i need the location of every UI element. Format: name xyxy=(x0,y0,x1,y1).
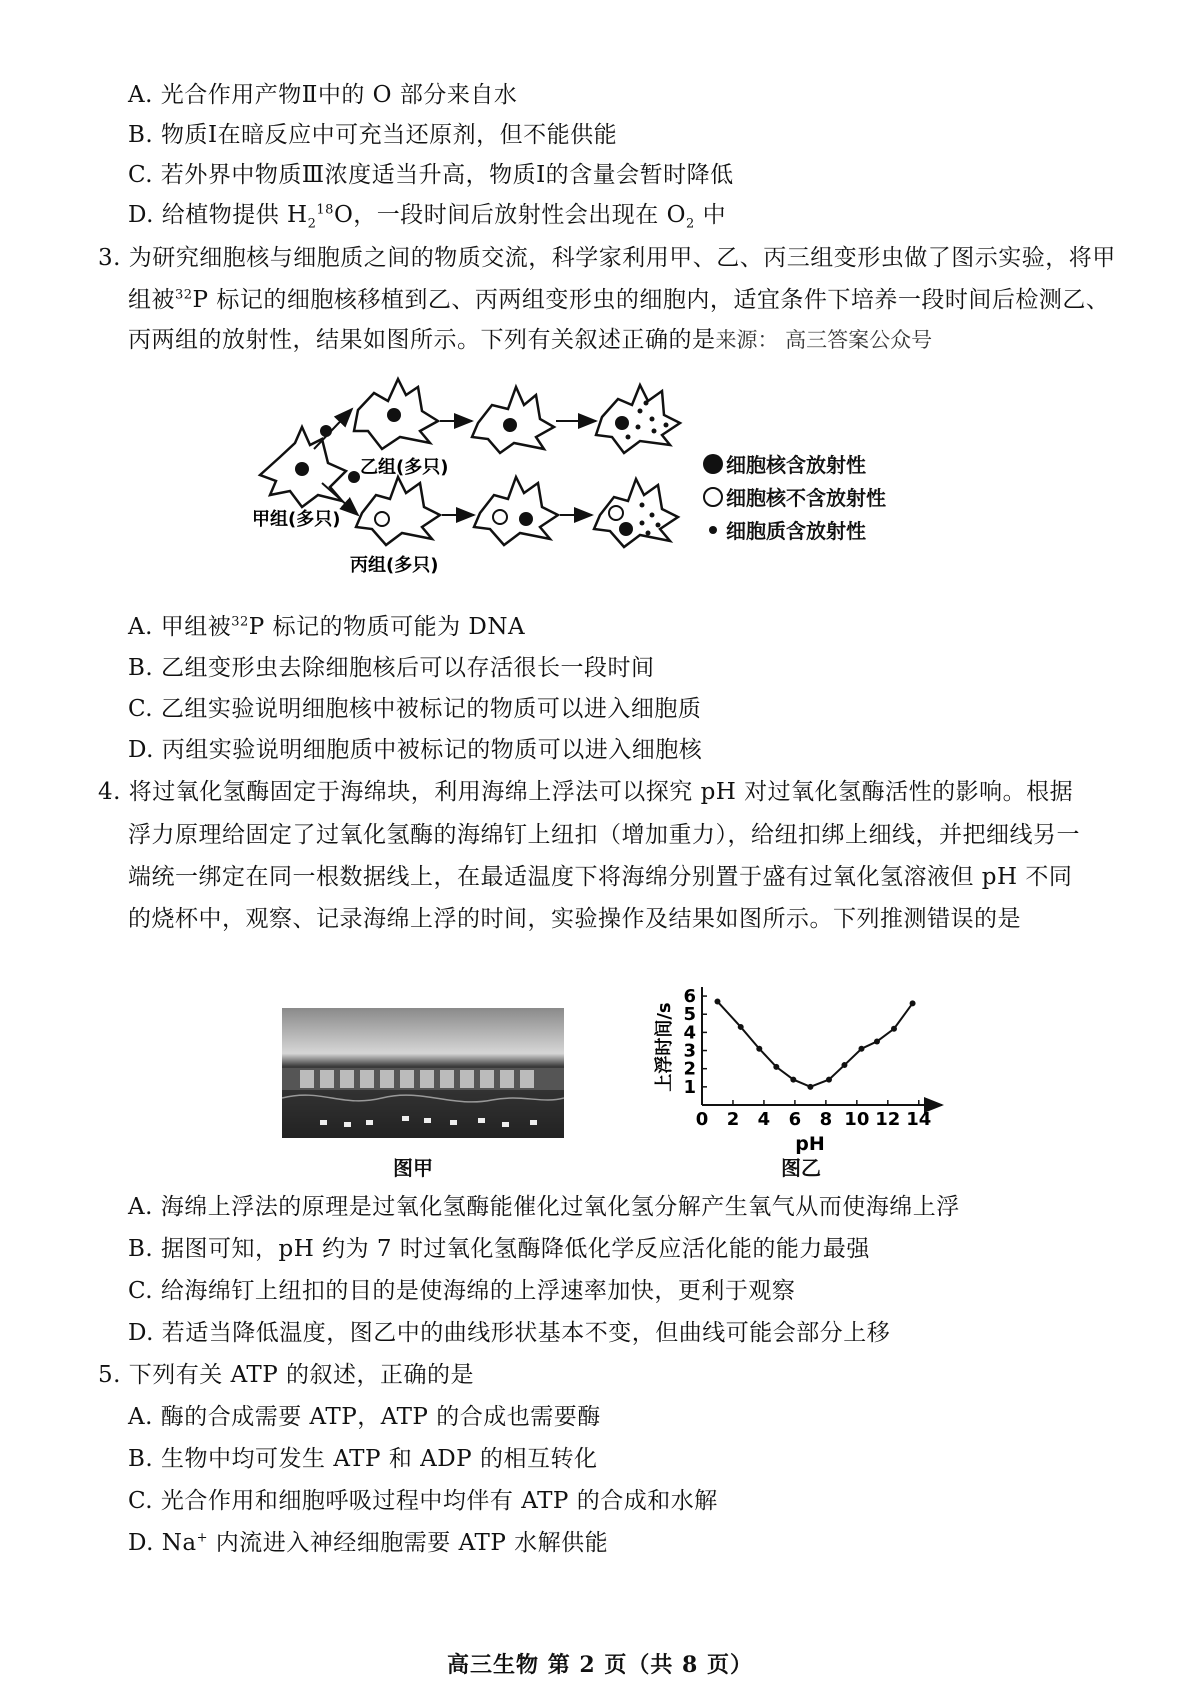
ph-chart-svg xyxy=(650,985,970,1175)
q3-option-a-sup: 32 xyxy=(231,614,249,630)
q4-stem-line3: 端统一绑定在同一根数据线上，在最适温度下将海绵分别置于盛有过氧化氢溶液但 pH 不同 xyxy=(128,864,1073,890)
data-point xyxy=(807,1084,813,1090)
y-tick-label: 3 xyxy=(683,1040,696,1062)
legend-row-3 xyxy=(702,515,866,544)
x-tick-label: 2 xyxy=(726,1109,740,1130)
x-tick-label: 10 xyxy=(844,1109,870,1130)
q3-stem-line2 xyxy=(128,285,1109,315)
q3-option-a-post: P 标记的物质可能为 DNA xyxy=(248,614,526,640)
data-point xyxy=(714,999,720,1005)
q3-option-c: C. 乙组实验说明细胞核中被标记的物质可以进入细胞质 xyxy=(128,696,702,722)
q5-option-d-post: 内流进入神经细胞需要 ATP 水解供能 xyxy=(208,1530,609,1556)
q5-option-b: B. 生物中均可发生 ATP 和 ADP 的相互转化 xyxy=(128,1446,598,1472)
amoeba-bing-3 xyxy=(594,479,678,547)
y-tick-label: 6 xyxy=(683,986,696,1008)
y-tick-label: 1 xyxy=(683,1076,696,1098)
nucleus-yi-1 xyxy=(387,408,401,422)
data-point xyxy=(858,1046,864,1052)
y-axis-label: 上浮时间/s xyxy=(654,1002,675,1092)
nucleus-transfer-yi xyxy=(320,425,332,437)
y-tick-label: 5 xyxy=(683,1004,696,1026)
q2-option-d xyxy=(128,200,726,230)
data-point xyxy=(874,1038,880,1044)
q2-option-c: C. 若外界中物质Ⅲ浓度适当升高，物质Ⅰ的含量会暂时降低 xyxy=(128,162,734,188)
series-line xyxy=(717,1002,912,1087)
q5-option-d-pre: D. Na xyxy=(128,1530,197,1556)
q3-option-a xyxy=(128,612,525,642)
q4-stem-line4: 的烧杯中，观察、记录海绵上浮的时间，实验操作及结果如图所示。下列推测错误的是 xyxy=(128,906,1021,932)
y-tick-label: 4 xyxy=(683,1022,696,1044)
label-bing: 丙组(多只) xyxy=(350,555,439,576)
caption-figure-a: 图甲 xyxy=(393,1156,433,1180)
x-tick-label: 14 xyxy=(906,1109,932,1130)
nucleus-transfer-bing xyxy=(348,471,360,483)
q3-line2-pre: 组被 xyxy=(128,287,175,313)
nucleus-bing-2b xyxy=(519,512,533,526)
diagram-legend xyxy=(702,449,952,549)
q2-option-d-post: 中 xyxy=(694,202,727,228)
q4-option-c: C. 给海绵钉上纽扣的目的是使海绵的上浮速率加快，更利于观察 xyxy=(128,1278,796,1304)
nucleus-jia xyxy=(295,462,309,476)
q2-option-d-mid: O，一段时间后放射性会出现在 O xyxy=(333,202,686,228)
x-tick-label: 6 xyxy=(788,1109,802,1130)
q3-line2-sup: 32 xyxy=(175,287,193,303)
q5-option-d-sup: + xyxy=(196,1530,208,1546)
x-tick-label: 8 xyxy=(819,1109,833,1130)
q3-stem-line1: 3. 为研究细胞核与细胞质之间的物质交流，科学家利用甲、乙、丙三组变形虫做了图示实验，将甲 xyxy=(98,245,1116,271)
q4-stem-line2: 浮力原理给固定了过氧化氢酶的海绵钉上纽扣（增加重力），给纽扣绑上细线，并把细线另一 xyxy=(128,822,1080,848)
q2-option-d-sub2: 2 xyxy=(685,216,695,232)
amoeba-bing-1 xyxy=(356,477,440,545)
nucleus-yi-2 xyxy=(503,418,517,432)
data-point xyxy=(756,1046,762,1052)
legend-label-1: 细胞核含放射性 xyxy=(726,453,866,477)
q2-option-d-sub: 2 xyxy=(307,216,317,232)
beaker-photo-svg xyxy=(282,1008,564,1138)
q2-option-d-pre: D. 给植物提供 H xyxy=(128,202,308,228)
data-point xyxy=(790,1077,796,1083)
q4-option-a: A. 海绵上浮法的原理是过氧化氢酶能催化过氧化氢分解产生氧气从而使海绵上浮 xyxy=(128,1194,960,1220)
legend-row-1 xyxy=(702,449,866,478)
q5-option-a: A. 酶的合成需要 ATP，ATP 的合成也需要酶 xyxy=(128,1404,601,1430)
q5-option-d xyxy=(128,1528,608,1558)
q5-stem: 5. 下列有关 ATP 的叙述，正确的是 xyxy=(98,1362,475,1388)
data-point xyxy=(910,1000,916,1006)
dot-icon xyxy=(702,518,726,542)
x-axis-label: pH xyxy=(795,1133,825,1155)
label-jia: 甲组(多只) xyxy=(252,509,341,530)
q3-stem-line3 xyxy=(128,325,932,355)
q3-option-a-pre: A. 甲组被 xyxy=(128,614,232,640)
filled-circle-icon xyxy=(702,452,726,476)
q3-option-d: D. 丙组实验说明细胞质中被标记的物质可以进入细胞核 xyxy=(128,737,703,763)
q3-line2-post: P 标记的细胞核移植到乙、丙两组变形虫的细胞内，适宜条件下培养一段时间后检测乙、 xyxy=(192,287,1110,313)
data-point xyxy=(841,1062,847,1068)
legend-row-2 xyxy=(702,482,886,511)
nucleus-bing-3b xyxy=(619,522,633,536)
amoeba-diagram-svg xyxy=(250,365,720,605)
data-point xyxy=(738,1024,744,1030)
cytoplasm-dots-bing-3 xyxy=(640,503,661,536)
q4-stem-line1: 4. 将过氧化氢酶固定于海绵块，利用海绵上浮法可以探究 pH 对过氧化氢酶活性的影响。根据 xyxy=(98,779,1074,805)
x-tick-label: 12 xyxy=(875,1109,901,1130)
data-point xyxy=(826,1077,832,1083)
q5-option-c: C. 光合作用和细胞呼吸过程中均伴有 ATP 的合成和水解 xyxy=(128,1488,718,1514)
beaker-photo xyxy=(282,1008,564,1138)
q4-option-b: B. 据图可知，pH 约为 7 时过氧化氢酶降低化学反应活化能的能力最强 xyxy=(128,1236,870,1262)
amoeba-diagram xyxy=(250,365,950,605)
data-point xyxy=(773,1064,779,1070)
q4-option-d: D. 若适当降低温度，图乙中的曲线形状基本不变，但曲线可能会部分上移 xyxy=(128,1320,891,1346)
y-tick-label: 2 xyxy=(683,1058,696,1080)
q3-option-b: B. 乙组变形虫去除细胞核后可以存活很长一段时间 xyxy=(128,655,655,681)
q3-line3-text: 丙两组的放射性，结果如图所示。下列有关叙述正确的是 xyxy=(128,327,716,353)
page-footer: 高三生物 第 2 页（共 8 页） xyxy=(447,1652,753,1678)
ph-chart xyxy=(650,985,970,1175)
q2-option-b: B. 物质Ⅰ在暗反应中可充当还原剂，但不能供能 xyxy=(128,122,618,148)
nucleus-bing-2 xyxy=(493,510,507,524)
q2-option-d-sup: 18 xyxy=(316,202,334,218)
amoeba-yi-3 xyxy=(596,385,680,453)
q2-option-a: A. 光合作用产物Ⅱ中的 O 部分来自水 xyxy=(128,82,518,108)
x-tick-label: 0 xyxy=(695,1109,709,1130)
source-note: 来源： 高三答案公众号 xyxy=(715,328,933,352)
legend-label-2: 细胞核不含放射性 xyxy=(726,486,886,510)
amoeba-bing-2 xyxy=(474,477,558,545)
data-point xyxy=(891,1026,897,1032)
nucleus-bing-1 xyxy=(375,512,389,526)
nucleus-bing-3 xyxy=(609,506,623,520)
x-tick-label: 4 xyxy=(757,1109,771,1130)
caption-figure-b: 图乙 xyxy=(781,1156,821,1180)
hollow-circle-icon xyxy=(702,485,726,509)
legend-label-3: 细胞质含放射性 xyxy=(726,519,866,543)
nucleus-yi-3 xyxy=(615,416,629,430)
label-yi: 乙组(多只) xyxy=(360,457,449,478)
